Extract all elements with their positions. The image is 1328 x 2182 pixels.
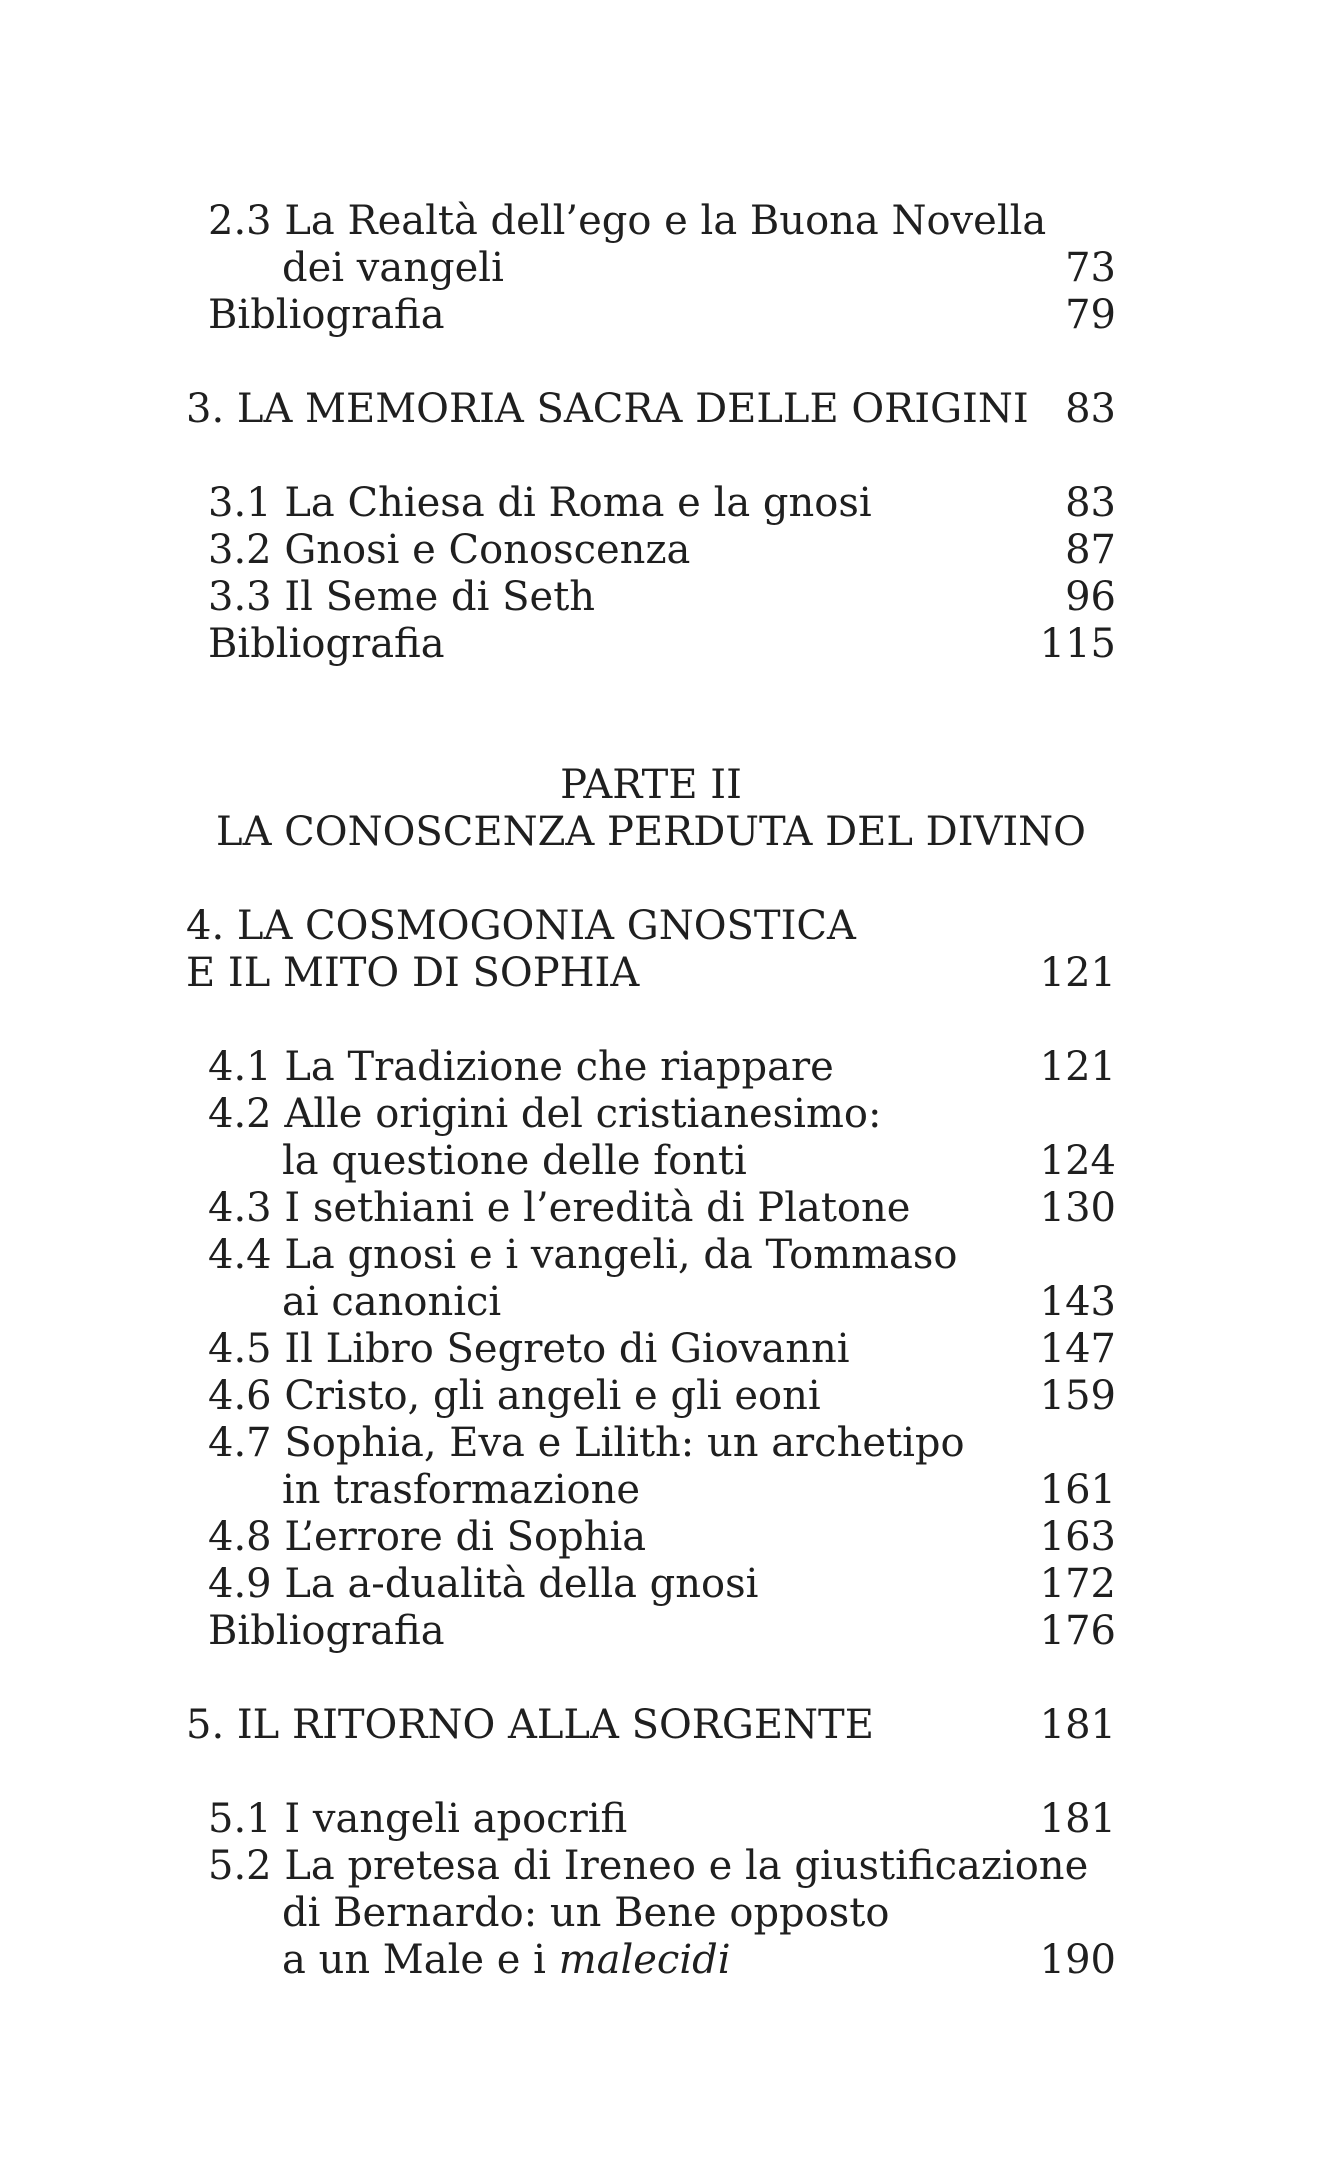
toc-entry-title: 2.3 La Realtà dell’ego e la Buona Novella — [208, 198, 1047, 244]
toc-page-number: 73 — [1065, 245, 1116, 291]
part-label: PARTE II — [560, 762, 742, 808]
toc-page-number: 176 — [1039, 1608, 1116, 1654]
toc-entry-4-8 — [186, 1514, 1116, 1561]
toc-chapter-4 — [186, 903, 1116, 950]
toc-page-number: 121 — [1039, 950, 1116, 996]
toc-entry-title: Bibliografia — [208, 1608, 445, 1654]
toc-entry-3-2 — [186, 527, 1116, 574]
toc-chapter-4-cont — [186, 950, 1116, 997]
toc-chapter-5 — [186, 1702, 1116, 1749]
toc-page-number: 115 — [1039, 621, 1116, 667]
toc-entry-bibliografia-3 — [186, 621, 1116, 668]
toc-entry-title: 4.5 Il Libro Segreto di Giovanni — [208, 1326, 850, 1372]
toc-entry-title-italic: malecidi — [558, 1937, 731, 1983]
toc-entry-title: 3.2 Gnosi e Conoscenza — [208, 527, 691, 573]
toc-chapter-title: 5. IL RITORNO ALLA SORGENTE — [186, 1702, 874, 1748]
toc-entry-title: Bibliografia — [208, 621, 445, 667]
toc-entry-title: 4.1 La Tradizione che riappare — [208, 1044, 834, 1090]
toc-entry-4-1 — [186, 1044, 1116, 1091]
toc-entry-3-3 — [186, 574, 1116, 621]
toc-page-number: 83 — [1065, 386, 1116, 432]
toc-entry-3-1 — [186, 480, 1116, 527]
toc-entry-title: di Bernardo: un Bene opposto — [282, 1890, 890, 1936]
toc-entry-title: dei vangeli — [282, 245, 504, 291]
toc-page-number: 159 — [1039, 1373, 1116, 1419]
toc-entry-title: la questione delle fonti — [282, 1138, 747, 1184]
toc-page-number: 190 — [1039, 1937, 1116, 1983]
toc-entry-title: 4.3 I sethiani e l’eredità di Platone — [208, 1185, 911, 1231]
toc-entry-bibliografia-2 — [186, 292, 1116, 339]
toc-entry-title: 4.9 La a-dualità della gnosi — [208, 1561, 759, 1607]
toc-entry-5-2-cont-2 — [186, 1937, 1116, 1984]
toc-page-number: 87 — [1065, 527, 1116, 573]
toc-chapter-title: 3. LA MEMORIA SACRA DELLE ORIGINI — [186, 386, 1029, 432]
toc-entry-5-2-cont-1 — [186, 1890, 1116, 1937]
toc-chapter-title: E IL MITO DI SOPHIA — [186, 950, 640, 996]
toc-entry-2-3-cont — [186, 245, 1116, 292]
toc-entry-bibliografia-4 — [186, 1608, 1116, 1655]
toc-entry-4-4 — [186, 1232, 1116, 1279]
toc-entry-title: 4.4 La gnosi e i vangeli, da Tommaso — [208, 1232, 958, 1278]
toc-page-number: 130 — [1039, 1185, 1116, 1231]
part-title: LA CONOSCENZA PERDUTA DEL DIVINO — [216, 809, 1086, 855]
toc-entry-4-3 — [186, 1185, 1116, 1232]
toc-entry-4-5 — [186, 1326, 1116, 1373]
toc-page-number: 181 — [1039, 1796, 1116, 1842]
toc-entry-title: 5.2 La pretesa di Ireneo e la giustificazione — [208, 1843, 1089, 1889]
toc-entry-5-2 — [186, 1843, 1116, 1890]
toc-chapter-3 — [186, 386, 1116, 433]
toc-entry-title: 5.1 I vangeli apocrifi — [208, 1796, 628, 1842]
toc-entry-4-7-cont — [186, 1467, 1116, 1514]
table-of-contents — [186, 198, 1116, 1984]
toc-page-number: 79 — [1065, 292, 1116, 338]
toc-page-number: 143 — [1039, 1279, 1116, 1325]
toc-entry-5-1 — [186, 1796, 1116, 1843]
toc-entry-4-6 — [186, 1373, 1116, 1420]
toc-page-number: 163 — [1039, 1514, 1116, 1560]
toc-entry-4-7 — [186, 1420, 1116, 1467]
toc-entry-title: 4.2 Alle origini del cristianesimo: — [208, 1091, 882, 1137]
toc-entry-title: in trasformazione — [282, 1467, 641, 1513]
toc-entry-2-3 — [186, 198, 1116, 245]
toc-chapter-title: 4. LA COSMOGONIA GNOSTICA — [186, 903, 856, 949]
toc-entry-title: ai canonici — [282, 1279, 502, 1325]
toc-entry-title: 4.8 L’errore di Sophia — [208, 1514, 647, 1560]
toc-entry-title: 3.1 La Chiesa di Roma e la gnosi — [208, 480, 872, 526]
toc-entry-title: 3.3 Il Seme di Seth — [208, 574, 596, 620]
toc-page-number: 121 — [1039, 1044, 1116, 1090]
toc-entry-4-2-cont — [186, 1138, 1116, 1185]
toc-page-number: 83 — [1065, 480, 1116, 526]
toc-entry-title: Bibliografia — [208, 292, 445, 338]
toc-page-number: 96 — [1065, 574, 1116, 620]
toc-entry-title: 4.6 Cristo, gli angeli e gli eoni — [208, 1373, 821, 1419]
toc-entry-4-4-cont — [186, 1279, 1116, 1326]
toc-page-number: 147 — [1039, 1326, 1116, 1372]
toc-entry-title — [282, 1937, 731, 1984]
toc-entry-4-2 — [186, 1091, 1116, 1138]
toc-page-number: 181 — [1039, 1702, 1116, 1748]
toc-page-number: 172 — [1039, 1561, 1116, 1607]
toc-page-number: 161 — [1039, 1467, 1116, 1513]
toc-entry-title: 4.7 Sophia, Eva e Lilith: un archetipo — [208, 1420, 965, 1466]
toc-entry-title-plain: a un Male e i — [282, 1937, 559, 1983]
toc-entry-4-9 — [186, 1561, 1116, 1608]
toc-page-number: 124 — [1039, 1138, 1116, 1184]
